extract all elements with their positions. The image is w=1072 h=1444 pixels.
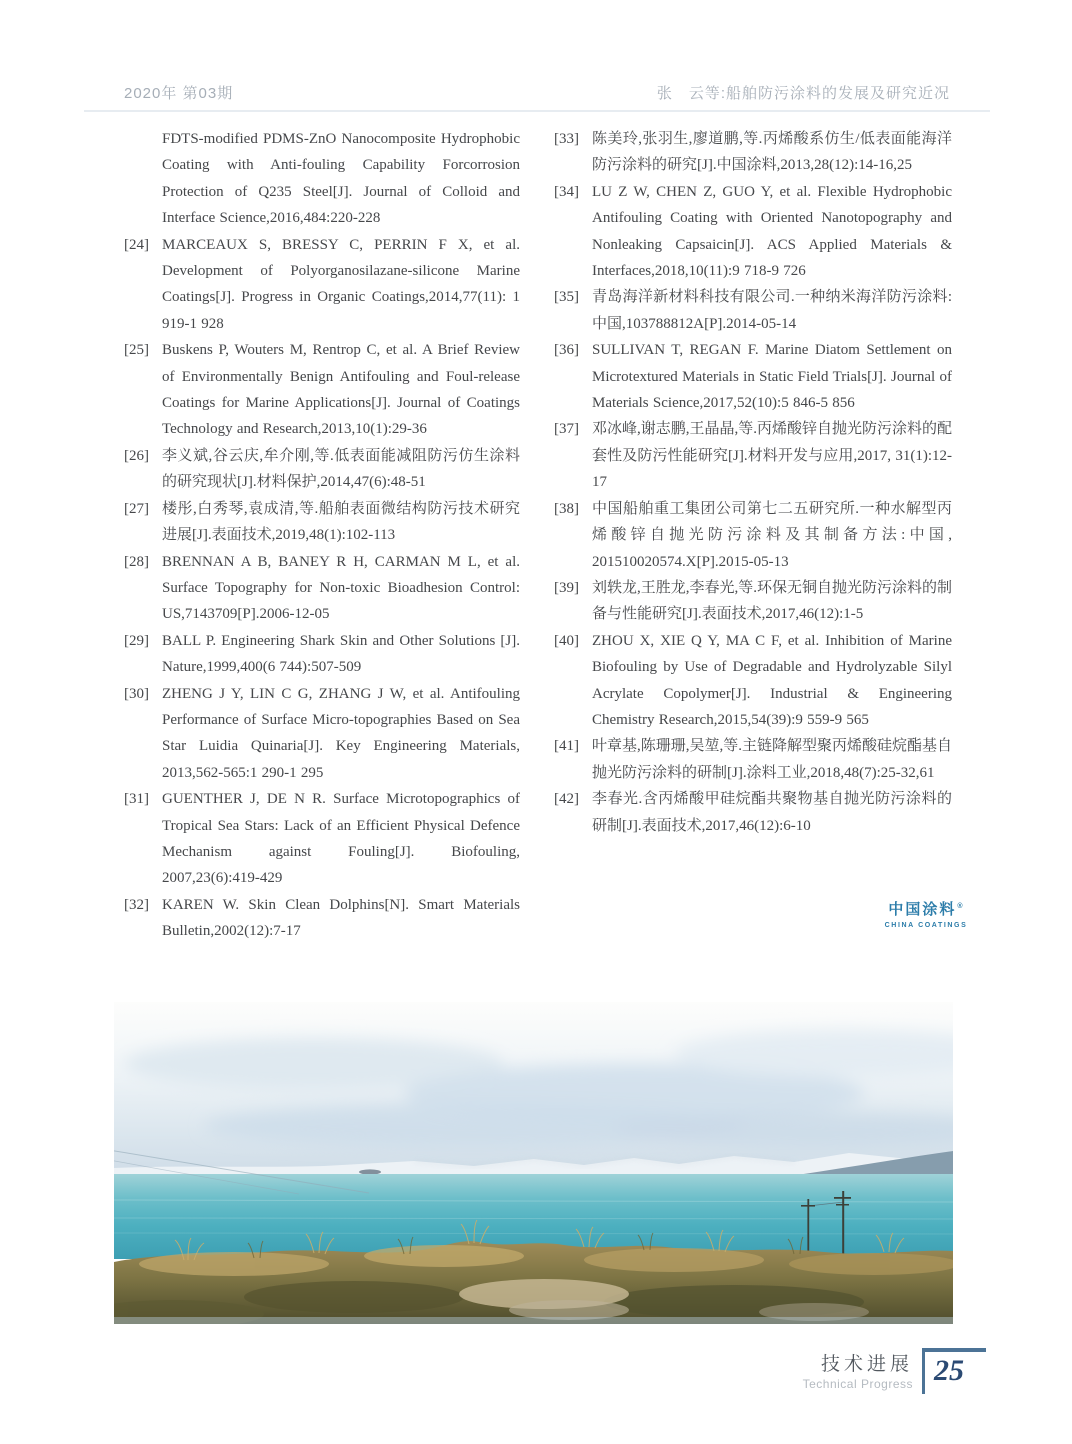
section-title-en: Technical Progress: [802, 1377, 913, 1391]
reference-text: FDTS-modified PDMS-ZnO Nanocomposite Hydrophobic Coating with Anti-fouling Capability Forcorrosion Protection of Q235 Steel[J]. Journal of Colloid and Interface Science,2016,484:220-228: [162, 131, 520, 227]
marker-left-bar: [922, 1348, 925, 1394]
reference-number: [40]: [554, 632, 579, 649]
reference-number: [32]: [124, 896, 149, 913]
reference-item: [554, 628, 952, 734]
reference-number: [42]: [554, 791, 579, 808]
reference-text: 邓冰峰,谢志鹏,王晶晶,等.丙烯酸锌自抛光防污涂料的配套性及防污性能研究[J].材料开发与应用,2017, 31(1):12-17: [592, 421, 953, 491]
reference-number: [27]: [124, 500, 149, 517]
reference-number: [39]: [554, 579, 579, 596]
reference-item: [554, 575, 952, 628]
reference-text: 中国船舶重工集团公司第七二五研究所.一种水解型丙烯酸锌自抛光防污涂料及其制备方法:中国, 201510020574.X[P].2015-05-13: [592, 500, 952, 570]
reference-number: [37]: [554, 421, 579, 438]
page-number-marker: [922, 1348, 986, 1400]
running-title: 张 云等:船舶防污涂料的发展及研究近况: [656, 84, 950, 102]
reference-number: [36]: [554, 342, 579, 359]
reference-text: BRENNAN A B, BANEY R H, CARMAN M L, et al. Surface Topography for Non-toxic Bioadhesion Control: US,7143709[P].2006-12-05: [162, 553, 520, 623]
reference-item: [124, 337, 520, 443]
landscape-photo: [114, 1002, 953, 1324]
reference-item: [124, 628, 520, 681]
page-header: [124, 80, 950, 104]
landscape-photo-graphic: [114, 1002, 953, 1324]
reference-number: [28]: [124, 553, 149, 570]
reference-item: [554, 786, 952, 839]
reference-number: [35]: [554, 289, 579, 306]
marker-top-bar: [922, 1348, 986, 1352]
issue-label: 2020年 第03期: [124, 84, 234, 102]
reference-number: [41]: [554, 738, 579, 755]
reference-text: 楼彤,白秀琴,袁成清,等.船舶表面微结构防污技术研究进展[J].表面技术,2019,48(1):102-113: [162, 500, 520, 544]
reference-text: 陈美玲,张羽生,廖道鹏,等.丙烯酸系仿生/低表面能海洋防污涂料的研究[J].中国涂料,2013,28(12):14-16,25: [592, 131, 952, 174]
reference-number: [34]: [554, 183, 579, 200]
footer-section-titles: [803, 1348, 913, 1392]
reference-text: 青岛海洋新材料科技有限公司.一种纳米海洋防污涂料:中国,103788812A[P].2014-05-14: [592, 289, 952, 332]
reference-item: [124, 496, 520, 549]
reference-item: [124, 549, 520, 628]
section-title-cn: 技术进展: [820, 1354, 913, 1375]
page-footer: [0, 1348, 986, 1408]
reference-item: [124, 126, 520, 232]
reference-number: [38]: [554, 500, 579, 517]
reference-text: ZHOU X, XIE Q Y, MA C F, et al. Inhibition of Marine Biofouling by Use of Degradable and Hydrolyzable Silyl Acrylate Copolymer[J]. Industrial & Engineering Chemistry Research,2015,54(39):9 559-9 565: [592, 632, 952, 728]
logo-cn-text: 中国涂料®: [888, 901, 965, 918]
reference-number: [29]: [124, 632, 149, 649]
reference-item: [554, 733, 952, 786]
reference-text: 李义斌,谷云庆,牟介刚,等.低表面能减阻防污仿生涂料的研究现状[J].材料保护,2014,47(6):48-51: [162, 447, 520, 491]
reference-item: [554, 179, 952, 285]
reference-item: [124, 232, 520, 338]
reference-text: KAREN W. Skin Clean Dolphins[N]. Smart Materials Bulletin,2002(12):7-17: [162, 896, 520, 940]
reference-number: [25]: [124, 342, 149, 359]
reference-text: GUENTHER J, DE N R. Surface Microtopographics of Tropical Sea Stars: Lack of an Efficient Physical Defence Mechanism against Fouling[J]. Biofouling, 2007,23(6):419-429: [162, 791, 520, 887]
reference-item: [554, 416, 952, 495]
reference-item: [554, 337, 952, 416]
page-number: 25: [934, 1354, 964, 1387]
references-column-right: [554, 126, 952, 839]
reference-text: 叶章基,陈珊珊,吴堃,等.主链降解型聚丙烯酸硅烷酯基自抛光防污涂料的研制[J].涂料工业,2018,48(7):25-32,61: [592, 738, 953, 781]
reference-text: LU Z W, CHEN Z, GUO Y, et al. Flexible Hydrophobic Antifouling Coating with Oriented Nanotopography and Nonleaking Capsaicin[J]. ACS Applied Materials & Interfaces,2018,10(11):9 718-9 726: [592, 183, 952, 280]
reference-number: [24]: [124, 236, 149, 253]
reference-item: [554, 496, 952, 575]
reference-item: [554, 126, 952, 179]
logo-en-text: CHINA COATINGS: [884, 922, 968, 929]
reference-number: [26]: [124, 447, 149, 464]
reference-item: [124, 443, 520, 496]
reference-text: MARCEAUX S, BRESSY C, PERRIN F X, et al. Development of Polyorganosilazane-silicone Marine Coatings[J]. Progress in Organic Coatings,2014,77(11): 1 919-1 928: [162, 236, 520, 332]
reference-item: [124, 892, 520, 945]
reference-item: [124, 786, 520, 892]
reference-text: 刘轶龙,王胜龙,李春光,等.环保无铜自抛光防污涂料的制备与性能研究[J].表面技术,2017,46(12):1-5: [592, 579, 953, 623]
reference-number: [33]: [554, 131, 579, 147]
references-column-left: [124, 126, 520, 945]
header-divider: [84, 110, 990, 112]
reference-text: ZHENG J Y, LIN C G, ZHANG J W, et al. Antifouling Performance of Surface Micro-topographies Based on Sea Star Luidia Quinaria[J]. Key Engineering Materials, 2013,562-565:1 290-1 295: [162, 685, 520, 781]
registered-mark: ®: [957, 903, 965, 910]
reference-text: 李春光.含丙烯酸甲硅烷酯共聚物基自抛光防污涂料的研制[J].表面技术,2017,46(12):6-10: [592, 791, 952, 834]
china-coatings-logo: [878, 901, 974, 930]
reference-text: BALL P. Engineering Shark Skin and Other Solutions [J]. Nature,1999,400(6 744):507-509: [162, 632, 520, 676]
reference-item: [554, 284, 952, 337]
reference-number: [31]: [124, 791, 149, 808]
reference-text: SULLIVAN T, REGAN F. Marine Diatom Settlement on Microtextured Materials in Static Field Trials[J]. Journal of Materials Science,2017,52(10):5 846-5 856: [592, 342, 952, 412]
reference-number: [30]: [124, 685, 149, 702]
reference-text: Buskens P, Wouters M, Rentrop C, et al. A Brief Review of Environmentally Benign Antifouling and Foul-release Coatings for Marine Applications[J]. Journal of Coatings Technology and Research,2013,10(1):29-36: [162, 342, 520, 438]
reference-item: [124, 681, 520, 787]
